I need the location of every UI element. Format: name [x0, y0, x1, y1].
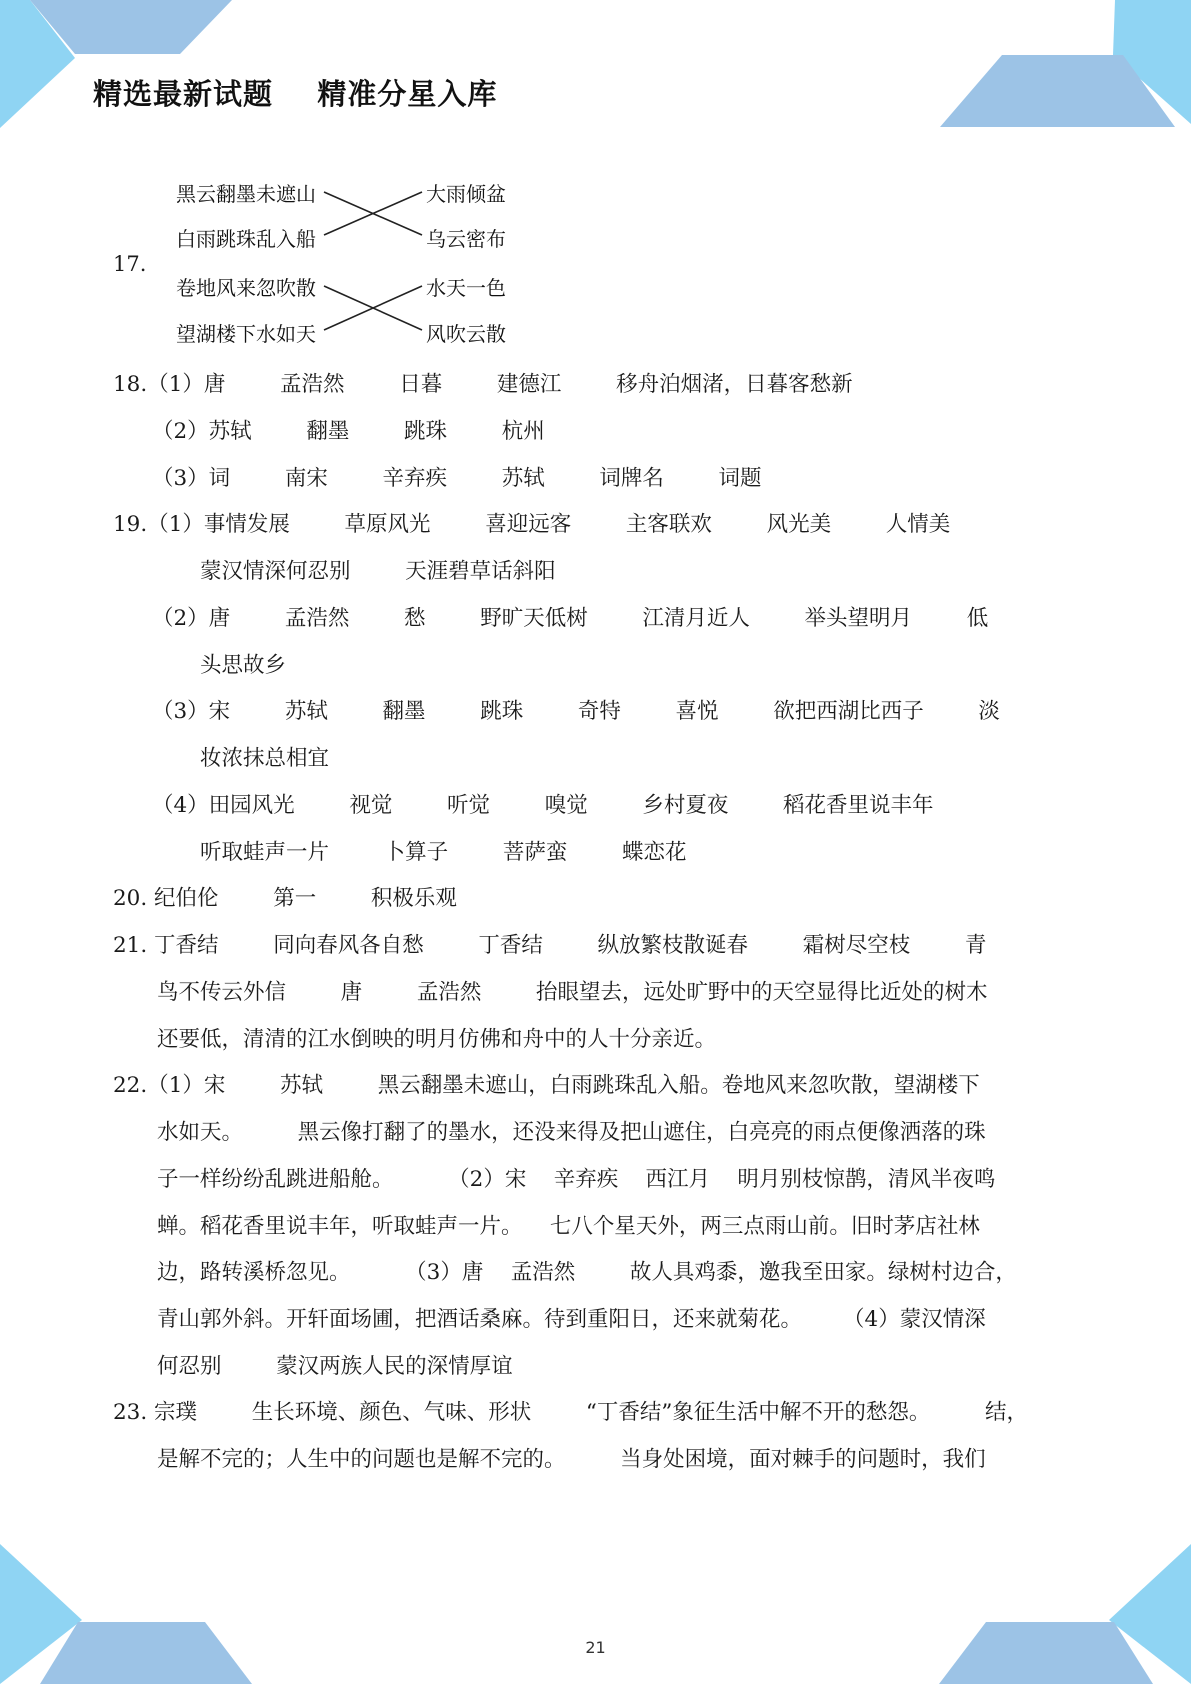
answer-18-line: 18.（1）唐 孟浩然 日暮 建德江 移舟泊烟渚，日暮客愁新 — [113, 372, 853, 397]
top-right-corner-decoration — [930, 0, 1191, 130]
left-item: 白雨跳珠乱入船 — [176, 227, 316, 251]
right-item: 大雨倾盆 — [426, 182, 506, 206]
answer-19-line: 听取蛙声一片 卜算子 菩萨蛮 蝶恋花 — [200, 840, 687, 865]
answer-21-line: 还要低，清清的江水倒映的明月仿佛和舟中的人十分亲近。 — [157, 1027, 717, 1052]
right-item: 水天一色 — [426, 276, 506, 300]
left-item: 望湖楼下水如天 — [176, 322, 316, 346]
right-item: 风吹云散 — [426, 322, 506, 346]
answer-22-line: 青山郭外斜。开轩面场圃，把酒话桑麻。待到重阳日，还来就菊花。 （4）蒙汉情深 — [157, 1307, 986, 1332]
question-17-number: 17. — [113, 252, 147, 276]
answer-22-line: 水如天。 黑云像打翻了的墨水，还没来得及把山遮住，白亮亮的雨点便像洒落的珠 — [157, 1120, 986, 1145]
answer-23-line: 是解不完的；人生中的问题也是解不完的。 当身处困境，面对棘手的问题时，我们 — [157, 1447, 986, 1472]
answer-19-line: 妆浓抹总相宜 — [200, 746, 330, 771]
answer-19-line: （2）唐 孟浩然 愁 野旷天低树 江清月近人 举头望明月 低 — [152, 606, 989, 631]
answer-20-line: 20. 纪伯伦 第一 积极乐观 — [113, 886, 457, 911]
answer-19-line: （3）宋 苏轼 翻墨 跳珠 奇特 喜悦 欲把西湖比西子 淡 — [152, 699, 1000, 724]
right-item: 乌云密布 — [426, 227, 506, 251]
answer-18-line: （3）词 南宋 辛弃疾 苏轼 词牌名 词题 — [152, 466, 762, 491]
bottom-left-corner-decoration — [0, 1544, 260, 1684]
answer-22-line: 蝉。稻花香里说丰年，听取蛙声一片。 七八个星天外，两三点雨山前。旧时茅店社林 — [157, 1214, 980, 1239]
answer-22-line: 子一样纷纷乱跳进船舱。 （2）宋 辛弃疾 西江月 明月别枝惊鹊，清风半夜鸣 — [157, 1167, 996, 1192]
answer-19-line: 蒙汉情深何忍别 天涯碧草话斜阳 — [200, 559, 556, 584]
left-item: 卷地风来忽吹散 — [176, 276, 316, 300]
answer-19-line: 19.（1）事情发展 草原风光 喜迎远客 主客联欢 风光美 人情美 — [113, 512, 951, 537]
matching-exercise — [168, 168, 528, 350]
answer-23-line: 23. 宗璞 生长环境、颜色、气味、形状 “丁香结”象征生活中解不开的愁怨。 结， — [113, 1400, 1029, 1425]
left-item: 黑云翻墨未遮山 — [176, 182, 316, 206]
answer-22-line: 22.（1）宋 苏轼 黑云翻墨未遮山，白雨跳珠乱入船。卷地风来忽吹散，望湖楼下 — [113, 1073, 980, 1098]
answer-18-line: （2）苏轼 翻墨 跳珠 杭州 — [152, 419, 545, 444]
answer-19-line: （4）田园风光 视觉 听觉 嗅觉 乡村夏夜 稻花香里说丰年 — [152, 793, 934, 818]
header-title: 精选最新试题 精准分星入库 — [93, 77, 498, 111]
bottom-right-corner-decoration — [931, 1544, 1191, 1684]
answer-22-line: 边，路转溪桥忽见。 （3）唐 孟浩然 故人具鸡黍，邀我至田家。绿树村边合， — [157, 1260, 1017, 1285]
answer-21-line: 鸟不传云外信 唐 孟浩然 抬眼望去，远处旷野中的天空显得比近处的树木 — [157, 980, 988, 1005]
answer-21-line: 21. 丁香结 同向春风各自愁 丁香结 纵放繁枝散诞春 霜树尽空枝 青 — [113, 933, 987, 958]
page-number: 21 — [585, 1638, 606, 1657]
answer-19-line: 头思故乡 — [200, 653, 287, 678]
answer-22-line: 何忍别 蒙汉两族人民的深情厚谊 — [157, 1354, 513, 1379]
